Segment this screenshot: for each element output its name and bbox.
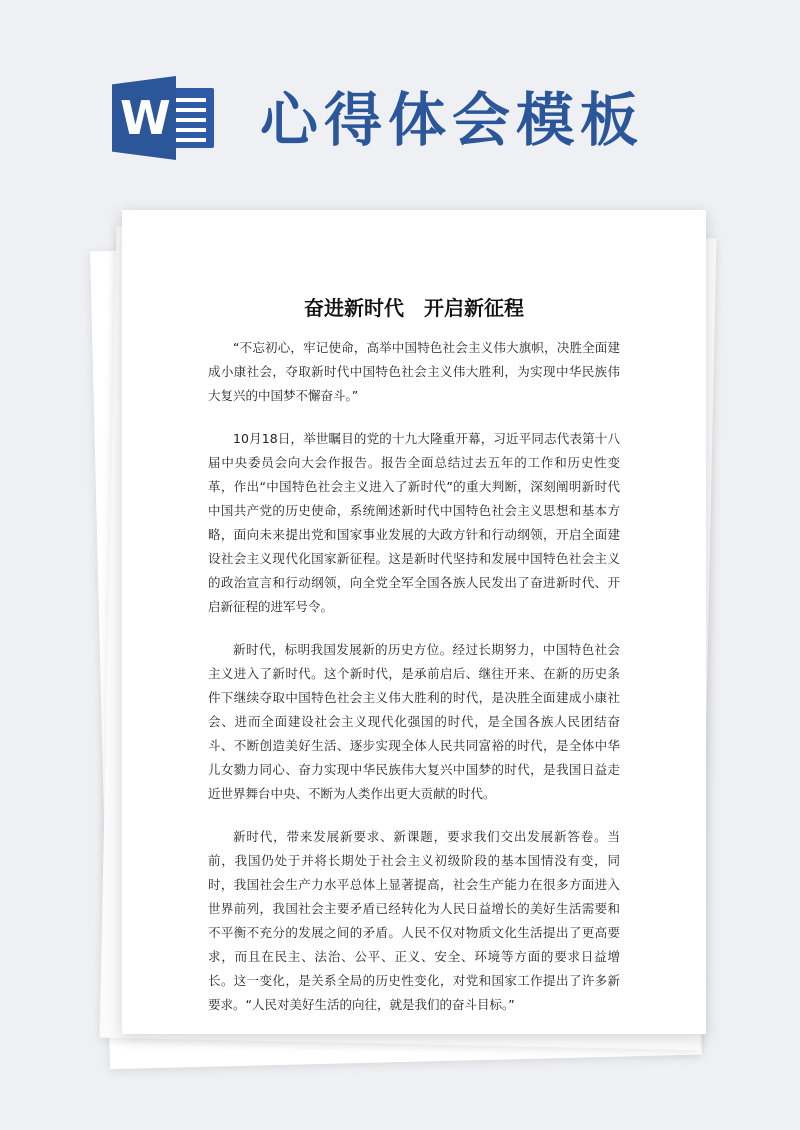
paragraph-1: “不忘初心，牢记使命，高举中国特色社会主义伟大旗帜，决胜全面建成小康社会，夺取新时代中国特色社会主义伟大胜利，为实现中华民族伟大复兴的中国梦不懈奋斗。” <box>208 340 620 403</box>
template-header <box>0 0 800 200</box>
template-title: 心得体会模板 <box>260 86 645 154</box>
word-document-icon <box>112 76 220 160</box>
document-title: 奋进新时代 开启新征程 <box>304 296 524 320</box>
document-page <box>122 210 706 1034</box>
paragraph-2: 10月18日，举世瞩目的党的十九大隆重开幕，习近平同志代表第十八届中央委员会向大会作报告。报告全面总结过去五年的工作和历史性变革，作出“中国特色社会主义进入了新时代”的重大判断，深刻阐明新时代中国共产党的历史使命，系统阐述新时代中国特色社会主义思想和基本方略，面向未来提出党和国家事业发展的大政方针和行动纲领，开启全面建设社会主义现代化国家新征程。这是新时代坚持和发展中国特色社会主义的政治宣言和行动纲领，向全党全军全国各族人民发出了奋进新时代、开启新征程的进军号令。 <box>208 431 620 614</box>
document-body <box>208 336 620 1034</box>
paragraph-3: 新时代，标明我国发展新的历史方位。经过长期努力，中国特色社会主义进入了新时代。这个新时代，是承前启后、继往开来、在新的历史条件下继续夺取中国特色社会主义伟大胜利的时代，是决胜全面建成小康社会、进而全面建设社会主义现代化强国的时代，是全国各族人民团结奋斗、不断创造美好生活、逐步实现全体人民共同富裕的时代，是全体中华儿女勠力同心、奋力实现中华民族伟大复兴中国梦的时代，是我国日益走近世界舞台中央、不断为人类作出更大贡献的时代。 <box>208 642 620 801</box>
paragraph-4: 新时代，带来发展新要求、新课题，要求我们交出发展新答卷。当前，我国仍处于并将长期处于社会主义初级阶段的基本国情没有变，同时，我国社会生产力水平总体上显著提高，社会生产能力在很多方面进入世界前列，我国社会主要矛盾已经转化为人民日益增长的美好生活需要和不平衡不充分的发展之间的矛盾。人民不仅对物质文化生活提出了更高要求，而且在民主、法治、公平、正义、安全、环境等方面的要求日益增长。这一变化，是关系全局的历史性变化，对党和国家工作提出了许多新要求。“人民对美好生活的向往，就是我们的奋斗目标。” <box>208 829 620 1012</box>
word-logo-letter: W <box>120 91 171 145</box>
